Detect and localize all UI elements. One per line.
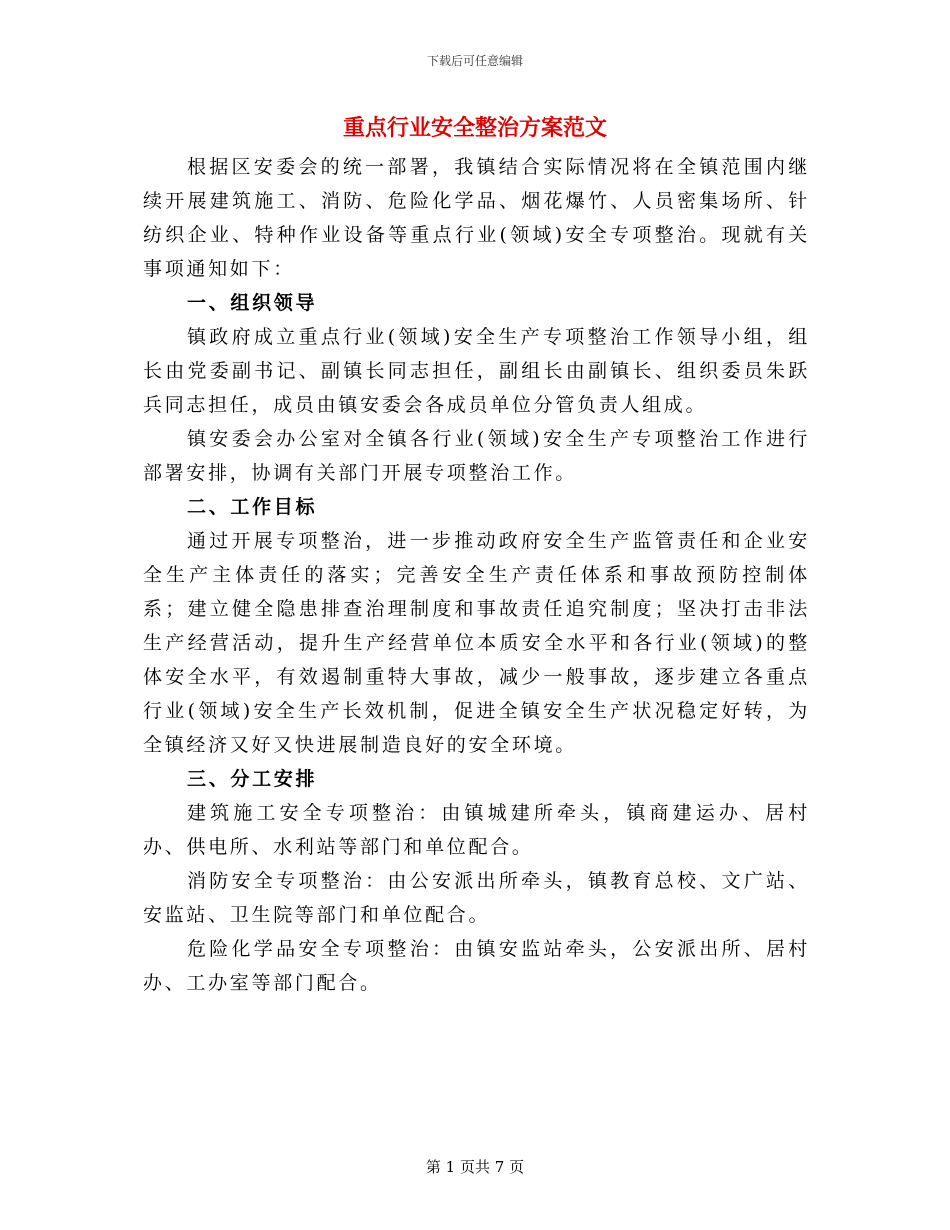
paragraph-construction: 建筑施工安全专项整治：由镇城建所牵头，镇商建运办、居村办、供电所、水利站等部门和单位配合。 bbox=[143, 802, 810, 858]
section-heading-division: 三、分工安排 bbox=[187, 768, 318, 790]
paragraph-office-coordination: 镇安委会办公室对全镇各行业(领域)安全生产专项整治工作进行部署安排，协调有关部门开展专项整治工作。 bbox=[143, 428, 810, 484]
paragraph-leadership-group: 镇政府成立重点行业(领域)安全生产专项整治工作领导小组，组长由党委副书记、副镇长同志担任，副组长由副镇长、组织委员朱跃兵同志担任，成员由镇安委会各成员单位分管负责人组成。 bbox=[143, 326, 810, 416]
header-note: 下载后可任意编辑 bbox=[426, 54, 523, 68]
paragraph-fire-safety: 消防安全专项整治：由公安派出所牵头，镇教育总校、文广站、安监站、卫生院等部门和单位配合。 bbox=[143, 870, 810, 926]
paragraph-hazardous-chemicals: 危险化学品安全专项整治：由镇安监站牵头，公安派出所、居村办、工办室等部门配合。 bbox=[143, 938, 810, 994]
section-heading-organization: 一、组织领导 bbox=[187, 292, 318, 314]
paragraph-goals: 通过开展专项整治，进一步推动政府安全生产监管责任和企业安全生产主体责任的落实；完善安全生产责任体系和事故预防控制体系；建立健全隐患排查治理制度和事故责任追究制度；坚决打击非法生产经营活动，提升生产经营单位本质安全水平和各行业(领域)的整体安全水平，有效遏制重特大事故，减少一般事故，逐步建立各重点行业(领域)安全生产长效机制，促进全镇安全生产状况稳定好转，为全镇经济又好又快进展制造良好的安全环境。 bbox=[143, 530, 810, 756]
document-body bbox=[143, 150, 810, 1000]
page-footer: 第 1 页共 7 页 bbox=[425, 1158, 525, 1176]
section-heading-goals: 二、工作目标 bbox=[187, 496, 318, 518]
paragraph-intro: 根据区安委会的统一部署，我镇结合实际情况将在全镇范围内继续开展建筑施工、消防、危险化学品、烟花爆竹、人员密集场所、针纺织企业、特种作业设备等重点行业(领域)安全专项整治。现就有关事项通知如下： bbox=[143, 156, 810, 280]
document-title: 重点行业安全整治方案范文 bbox=[342, 116, 607, 141]
